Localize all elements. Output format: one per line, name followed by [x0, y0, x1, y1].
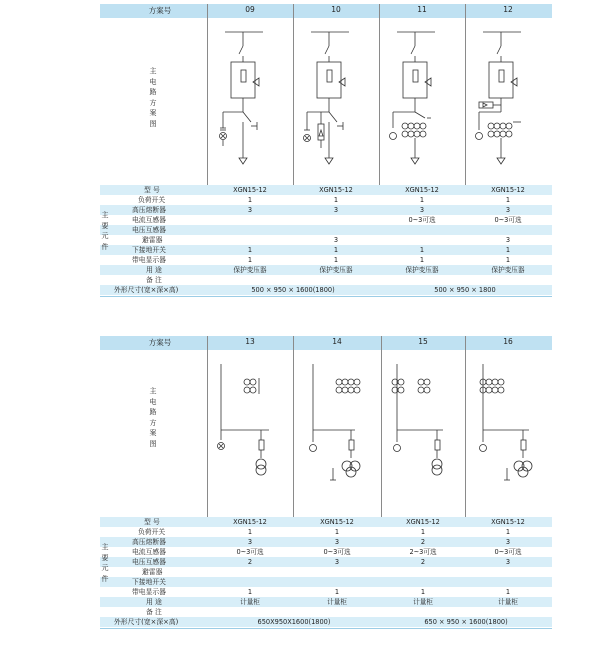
circuit-diagram-10: [293, 18, 379, 185]
circuit-diagram-14: [293, 350, 381, 517]
scheme-table-2: 方案号 13 14 15 16 主 电 路 方 案 图 主 要 元 件 型 号 XGN15-12 XGN15-12 XGN15-12 XGN15-12 负荷开关 1 1 1 1 高压熔断器 3 3 2 3 电流互感器 0~3可选 0~3可选 2~3可选 0~3可选 电压互感器 2 3 2 3 避雷器 下接地开关 带电显示器 1 1 1 1 用 途 计量柜 计量柜 计量柜 计量柜 备 注 外形尺寸(宽×深×高) 650X950X1600(1800) 650 × 950 × 1600(1800): [100, 336, 552, 648]
scheme-number-label: 方案号: [148, 6, 172, 15]
scheme-number: 12: [503, 5, 513, 14]
scheme-number: 10: [331, 5, 341, 14]
circuit-diagram-16: [465, 350, 551, 517]
scheme-number: 11: [417, 5, 427, 14]
scheme-number: 15: [418, 337, 428, 346]
scheme-number: 14: [332, 337, 342, 346]
circuit-diagram-15: [381, 350, 465, 517]
circuit-diagram-12: [465, 18, 551, 185]
scheme-number: 13: [245, 337, 255, 346]
circuit-diagram-13: [207, 350, 293, 517]
scheme-number: 16: [503, 337, 513, 346]
group-label: 主 要 元 件: [101, 543, 109, 583]
group-label: 主 要 元 件: [101, 211, 109, 251]
scheme-table-1: 方案号 09 10 11 12 主 电 路 方 案 图 主 要 元 件 型 号 XGN15-12 XGN15-12 XGN15-12 XGN15-12 负荷开关 1 1 1 1 高压熔断器 3 3 3 3 电流互感器 0~3可选 0~3可选 电压互感器 避雷器 3 3 下接地开关 1 1 1 1 带电显示器 1 1 1 1 用 途 保护变压器 保护变压器 保护变压器 保护变压器 备 注 外形尺寸(宽×深×高) 500 × 950 × 1600(1800) 500 × 950 × 1800: [100, 4, 552, 316]
circuit-diagram-09: [207, 18, 293, 185]
table-header: [100, 4, 552, 18]
scheme-number-label: 方案号: [148, 338, 172, 347]
circuit-diagram-11: [379, 18, 465, 185]
scheme-number: 09: [245, 5, 255, 14]
table-header: [100, 336, 552, 350]
